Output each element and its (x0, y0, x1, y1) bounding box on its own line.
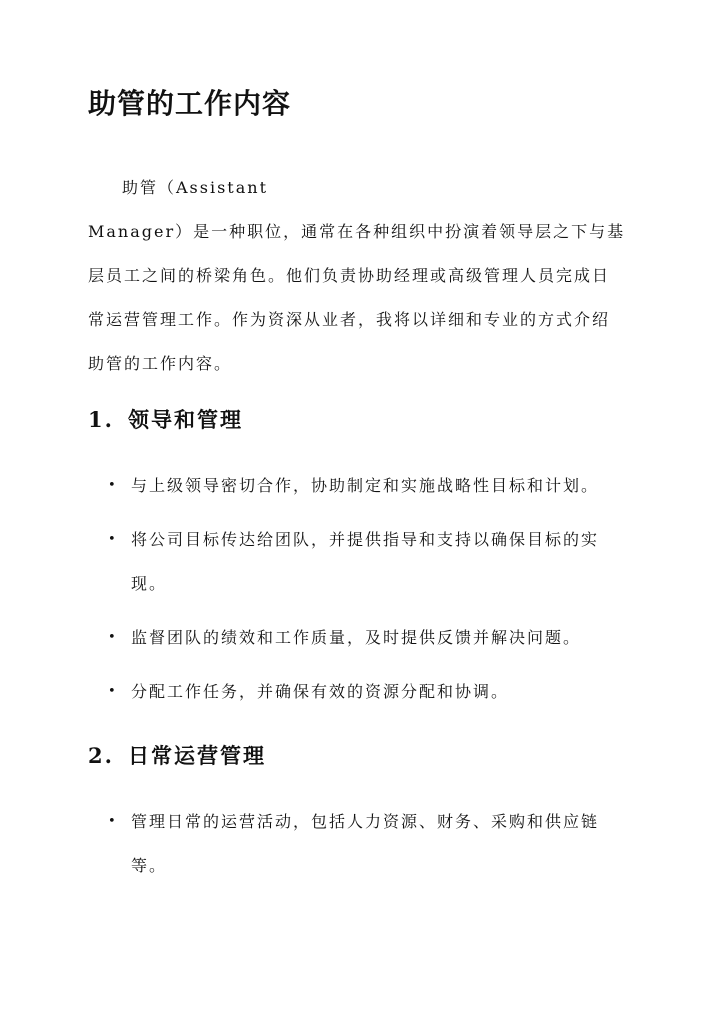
list-item-text: 现。 (131, 574, 168, 593)
bullet-icon: • (108, 630, 118, 645)
intro-line: Manager）是一种职位，通常在各种组织中扮演着领导层之下与基 (88, 222, 626, 241)
document-title: 助管的工作内容 (88, 87, 292, 120)
list-item (88, 616, 644, 660)
list-item-text: 等。 (131, 856, 168, 875)
list-item-text: 分配工作任务，并确保有效的资源分配和协调。 (131, 682, 510, 701)
bullet-icon: • (108, 814, 118, 829)
list-item (88, 800, 644, 888)
list-item-text: 监督团队的绩效和工作质量，及时提供反馈并解决问题。 (131, 628, 582, 647)
bullet-icon: • (108, 684, 118, 699)
section-title: 领导和管理 (128, 407, 243, 432)
intro-line: 助管的工作内容。 (88, 354, 233, 373)
intro-paragraph (88, 166, 644, 386)
section-number: 1. (88, 407, 114, 432)
list-item (88, 464, 644, 508)
list-item-text: 与上级领导密切合作，协助制定和实施战略性目标和计划。 (131, 476, 600, 495)
list-item-text: 将公司目标传达给团队，并提供指导和支持以确保目标的实 (131, 530, 600, 549)
bullet-icon: • (108, 478, 118, 493)
list-item (88, 518, 644, 606)
section-heading-2 (88, 741, 266, 771)
list-item (88, 670, 644, 714)
intro-line: 助管（Assistant (122, 178, 269, 197)
list-item-text: 管理日常的运营活动，包括人力资源、财务、采购和供应链 (131, 812, 600, 831)
section-number: 2. (88, 743, 114, 768)
section-title: 日常运营管理 (128, 743, 266, 768)
bullet-icon: • (108, 532, 118, 547)
intro-line: 常运营管理工作。作为资深从业者，我将以详细和专业的方式介绍 (88, 310, 611, 329)
section-heading-1 (88, 405, 243, 435)
section-1-bullet-list (88, 464, 644, 714)
intro-line: 层员工之间的桥梁角色。他们负责协助经理或高级管理人员完成日 (88, 266, 611, 285)
section-2-bullet-list (88, 800, 644, 888)
